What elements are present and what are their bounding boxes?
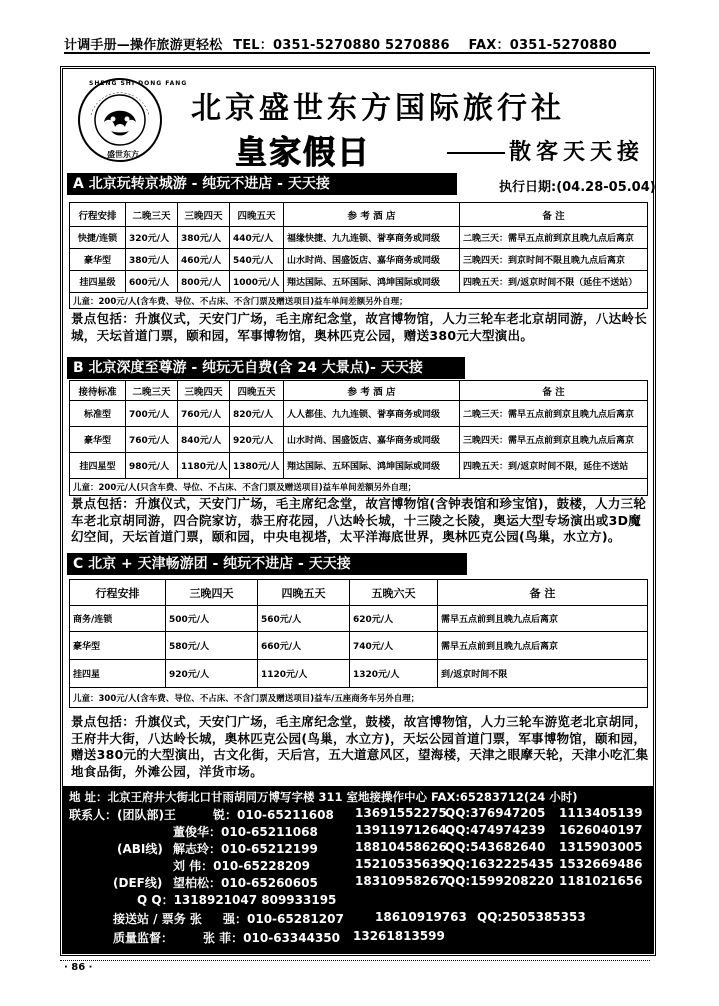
section-b-table — [69, 380, 648, 496]
contact-qq: QQ:1599208220 — [445, 874, 554, 888]
table-header-row — [70, 381, 648, 401]
contact-name: 锐：010-65211608 — [213, 808, 334, 822]
contact-mobile: 15210535639 — [355, 857, 447, 871]
col-header: 四晚五天 — [230, 203, 284, 227]
row-price: 980元/人 — [126, 453, 178, 479]
contact-mobile: 18810458626 — [355, 840, 447, 854]
row-price: 580元/人 — [166, 632, 258, 660]
row-price: 740元/人 — [350, 632, 438, 660]
section-a-spots: 景点包括：升旗仪式，天安门广场，毛主席纪念堂，故宫博物馆，人力三轮车老北京胡同游，八达岭长城，天坛首道门票，颐和园，军事博物馆，奥林匹克公园，赠送380元大型演出。 — [71, 311, 648, 343]
row-price: 620元/人 — [350, 606, 438, 632]
contact-label: (ABI线) — [117, 842, 163, 856]
row-price: 560元/人 — [258, 606, 350, 632]
col-header: 备 注 — [460, 381, 648, 401]
banner-lead: 计调手册—操作旅游更轻松 — [64, 38, 223, 53]
col-header: 备 注 — [460, 203, 648, 227]
col-header: 三晚四天 — [178, 203, 230, 227]
col-header: 行程安排 — [70, 203, 126, 227]
table-row — [70, 401, 648, 427]
contact-qq: QQ:543682640 — [445, 840, 546, 854]
row-hotel: 山水时尚、国盛饭店、嘉华商务或同级 — [284, 427, 460, 453]
row-price: 920元/人 — [166, 660, 258, 688]
banner-fax: FAX：0351-5270880 — [468, 38, 618, 53]
contact-address: 地 址：北京王府井大街北口甘雨胡同万博写字楼 311 室地接操作中心 FAX:65283712(24 小时) — [69, 790, 578, 804]
table-row — [70, 632, 648, 660]
row-type: 快捷/连锁 — [70, 227, 126, 249]
col-header: 五晚六天 — [350, 580, 438, 606]
station-qq: QQ:2505385353 — [477, 910, 586, 924]
contact-name: 解志玲：010-65212199 — [173, 842, 318, 856]
row-price: 760元/人 — [178, 401, 230, 427]
row-price: 920元/人 — [230, 427, 284, 453]
row-price: 700元/人 — [126, 401, 178, 427]
header — [63, 69, 653, 169]
exec-date: 执行日期:(04.28-05.04) — [499, 180, 656, 195]
contact-qq2: 1626040197 — [559, 823, 643, 837]
station-name: 强：010-65281207 — [223, 912, 344, 926]
section-b-spots: 景点包括：升旗仪式，天安门广场，毛主席纪念堂，故宫博物馆(含钟表馆和珍宝馆)，鼓楼，人力三轮车老北京胡同游，四合院家访，恭王府花园，八达岭长城，十三陵之长陵，奥运大型专场演出或3D魔幻空间，天坛首道门票，颐和园，中央电视塔，太平洋海底世界，奥林匹克公园(鸟巢，水立方)。 — [71, 496, 647, 544]
row-hotel: 翔达国际、五环国际、鸿坤国际或同级 — [284, 453, 460, 479]
row-remark: 到/返京时间不限 — [438, 660, 648, 688]
contact-qq-line: Q Q：1318921047 809933195 — [137, 893, 337, 907]
section-a-title: A 北京玩转京城游 - 纯玩不进店 - 天天接 — [67, 173, 457, 195]
agency-logo — [77, 77, 188, 163]
table-row — [70, 227, 648, 249]
page-rule — [60, 960, 650, 962]
contact-qq: QQ:474974239 — [445, 823, 546, 837]
row-hotel: 山水时尚、国盛饭店、嘉华商务或同级 — [284, 249, 460, 271]
brand-slogan: 散客天天接 — [447, 135, 644, 166]
child-note: 儿童：300元/人(含车费、导位、不占床、不含门票及赠送项目)益车/五座商务车另外自理； — [70, 688, 648, 708]
row-price: 320元/人 — [126, 227, 178, 249]
row-type: 豪华型 — [70, 427, 126, 453]
row-type: 豪华型 — [70, 249, 126, 271]
row-price: 380元/人 — [126, 249, 178, 271]
table-note-row — [70, 293, 648, 309]
contact-mobile: 13691552275 — [355, 806, 447, 820]
row-price: 1380元/人 — [230, 453, 284, 479]
row-type: 挂四星 — [70, 660, 166, 688]
table-row — [70, 249, 648, 271]
row-price: 1320元/人 — [350, 660, 438, 688]
col-header: 二晚三天 — [126, 203, 178, 227]
row-type: 商务/连锁 — [70, 606, 166, 632]
col-header: 二晚三天 — [126, 381, 178, 401]
row-price: 500元/人 — [166, 606, 258, 632]
col-header: 四晚五天 — [230, 381, 284, 401]
row-remark: 需早五点前到且晚九点后离京 — [438, 632, 648, 660]
col-header: 参 考 酒 店 — [284, 203, 460, 227]
table-header-row — [70, 580, 648, 606]
row-type: 标准型 — [70, 401, 126, 427]
col-header: 参 考 酒 店 — [284, 381, 460, 401]
station-mobile: 18610919763 — [375, 910, 467, 924]
brand-title: 皇家假日 — [235, 133, 372, 171]
table-row — [70, 453, 648, 479]
contact-label: 联系人：(团队部)王 — [69, 808, 176, 822]
table-row — [70, 427, 648, 453]
row-type: 挂四星级 — [70, 271, 126, 293]
child-note: 儿童：200元/人(含车费、导位、不占床、不含门票及赠送项目)益车单间差额另外自理； — [70, 293, 648, 309]
row-price: 760元/人 — [126, 427, 178, 453]
supervisor-mobile: 13261813599 — [353, 929, 445, 943]
contact-name: 望柏松：010-65260605 — [173, 876, 318, 890]
table-note-row — [70, 479, 648, 496]
child-note: 儿童：200元/人(只含车费、导位、不占床、不含门票及赠送项目)益车单间差额另外自理； — [70, 479, 648, 496]
col-header: 备 注 — [438, 580, 648, 606]
col-header: 三晚四天 — [166, 580, 258, 606]
supervisor-name: 张 菲：010-63344350 — [203, 931, 341, 945]
contact-qq2: 1113405139 — [559, 806, 643, 820]
section-c-title: C 北京 + 天津畅游团 - 纯玩不进店 - 天天接 — [67, 553, 467, 575]
station-label: 接送站 / 票务 张 — [113, 912, 202, 926]
row-hotel: 福缘快捷、九九连锁、誉享商务或同级 — [284, 227, 460, 249]
table-note-row — [70, 688, 648, 708]
row-remark: 四晚五天：到/返京时间不限，延住不送站 — [460, 453, 648, 479]
row-price: 1180元/人 — [178, 453, 230, 479]
contact-qq2: 1532669486 — [559, 857, 643, 871]
row-price: 540元/人 — [230, 249, 284, 271]
row-remark: 二晚三天：需早五点前到京且晚九点后离京 — [460, 227, 648, 249]
contact-block — [63, 786, 653, 953]
row-price: 460元/人 — [178, 249, 230, 271]
row-type: 挂四星型 — [70, 453, 126, 479]
col-header: 行程安排 — [70, 580, 166, 606]
col-header: 四晚五天 — [258, 580, 350, 606]
contact-qq: QQ:1632225435 — [445, 857, 554, 871]
row-price: 660元/人 — [258, 632, 350, 660]
row-price: 440元/人 — [230, 227, 284, 249]
contact-qq2: 1181021656 — [559, 874, 643, 888]
contact-mobile: 13911971264 — [355, 823, 447, 837]
section-c-table — [69, 579, 648, 708]
row-price: 380元/人 — [178, 227, 230, 249]
banner-tel: TEL：0351-5270880 5270886 — [233, 38, 450, 53]
contact-qq2: 1315903005 — [559, 840, 643, 854]
row-price: 600元/人 — [126, 271, 178, 293]
logo-text-top: SHENG SHI DONG FANG — [89, 80, 188, 87]
row-price: 840元/人 — [178, 427, 230, 453]
row-hotel: 翔达国际、五环国际、鸿坤国际或同级 — [284, 271, 460, 293]
row-price: 820元/人 — [230, 401, 284, 427]
row-price: 1120元/人 — [258, 660, 350, 688]
table-row — [70, 606, 648, 632]
section-c-spots: 景点包括：升旗仪式，天安门广场，毛主席纪念堂，鼓楼，故宫博物馆，人力三轮车游览老北京胡同，王府井大街，八达岭长城，奥林匹克公园(鸟巢，水立方)，天坛公园首道门票，军事博物馆，颐和园，赠送380元的大型演出，古文化街，天后宫，五大道意风区，望海楼，天津之眼摩天轮，天津小吃汇集地食品街，外滩公园，洋货市场。 — [71, 714, 649, 779]
table-row — [70, 271, 648, 293]
section-b-title: B 北京深度至尊游 - 纯玩无自费(含 24 大景点)- 天天接 — [67, 357, 465, 379]
table-row — [70, 660, 648, 688]
contact-qq: QQ:376947205 — [445, 806, 546, 820]
row-remark: 四晚五天：到/返京时间不限（延住不送站） — [460, 271, 648, 293]
supervisor-label: 质量监督： — [113, 931, 174, 945]
col-header: 接待标准 — [70, 381, 126, 401]
contact-label: (DEF线) — [113, 876, 163, 890]
row-remark: 二晚三天：需早五点前到京且晚九点后离京 — [460, 401, 648, 427]
ad-frame — [60, 66, 656, 956]
row-hotel: 人人都佳、九九连锁、誉享商务或同级 — [284, 401, 460, 427]
table-header-row — [70, 203, 648, 227]
row-type: 豪华型 — [70, 632, 166, 660]
page-number: · 86 · — [64, 962, 93, 973]
logo-text-bottom: 盛世东方 — [107, 150, 139, 159]
contact-name: 董俊华：010-65211068 — [173, 825, 318, 839]
row-remark: 需早五点前到且晚九点后离京 — [438, 606, 648, 632]
row-price: 1000元/人 — [230, 271, 284, 293]
row-remark: 三晚四天：需早五点前到京且晚九点后离京 — [460, 427, 648, 453]
row-price: 800元/人 — [178, 271, 230, 293]
contact-name: 刘 伟：010-65228209 — [173, 859, 311, 873]
contact-mobile: 18310958267 — [355, 874, 447, 888]
agency-name: 北京盛世东方国际旅行社 — [191, 91, 565, 126]
top-banner — [64, 34, 650, 54]
col-header: 三晚四天 — [178, 381, 230, 401]
row-remark: 三晚四天：到京时间不限且晚九点后离京 — [460, 249, 648, 271]
section-a-table — [69, 202, 648, 309]
